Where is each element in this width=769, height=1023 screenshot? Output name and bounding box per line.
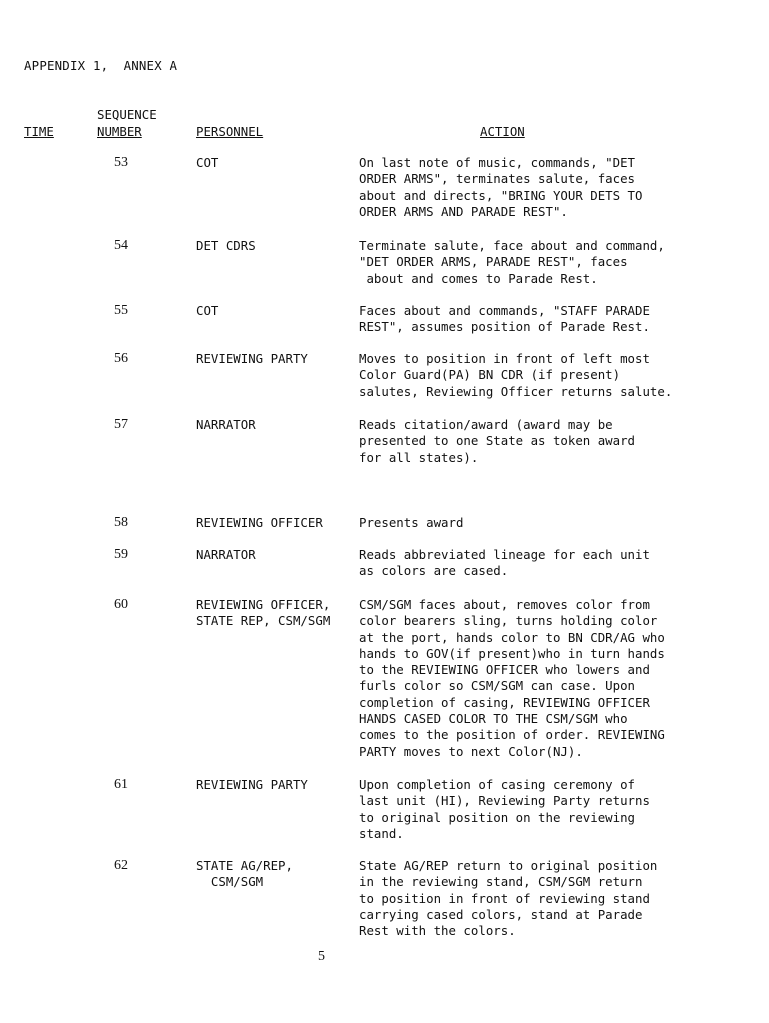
action-line: to position in front of reviewing stand bbox=[359, 890, 650, 906]
personnel-cell bbox=[196, 858, 293, 891]
personnel-cell bbox=[196, 597, 330, 630]
action-line: Reads citation/award (award may be bbox=[359, 417, 613, 432]
sequence-number: 56 bbox=[114, 351, 128, 366]
action-line: carrying cased colors, stand at Parade bbox=[359, 906, 643, 922]
action-line: State AG/REP return to original position bbox=[359, 858, 658, 873]
action-line: On last note of music, commands, "DET bbox=[359, 155, 636, 170]
action-line: about and comes to Parade Rest. bbox=[359, 270, 598, 286]
action-line: salutes, Reviewing Officer returns salute. bbox=[359, 383, 673, 399]
personnel-line: DET CDRS bbox=[196, 238, 256, 253]
personnel-cell bbox=[196, 303, 218, 319]
time-column-header: TIME bbox=[24, 124, 54, 139]
action-line: Faces about and commands, "STAFF PARADE bbox=[359, 303, 650, 318]
personnel-cell bbox=[196, 547, 256, 563]
action-line: completion of casing, REVIEWING OFFICER bbox=[359, 694, 650, 710]
action-line: comes to the position of order. REVIEWING bbox=[359, 727, 665, 743]
sequence-number: 55 bbox=[114, 303, 128, 318]
action-line: to original position on the reviewing bbox=[359, 809, 636, 825]
action-line: Moves to position in front of left most bbox=[359, 351, 650, 366]
sequence-number: 53 bbox=[114, 155, 128, 170]
action-line: in the reviewing stand, CSM/SGM return bbox=[359, 874, 643, 890]
action-line: furls color so CSM/SGM can case. Upon bbox=[359, 678, 636, 694]
personnel-line: STATE REP, CSM/SGM bbox=[196, 613, 331, 629]
action-line: last unit (HI), Reviewing Party returns bbox=[359, 793, 650, 809]
personnel-line: REVIEWING OFFICER bbox=[196, 515, 323, 530]
sequence-header-top: SEQUENCE bbox=[97, 107, 157, 122]
action-cell bbox=[359, 351, 759, 400]
action-line: Presents award bbox=[359, 515, 464, 530]
appendix-title: APPENDIX 1, ANNEX A bbox=[24, 58, 178, 73]
action-column-header: ACTION bbox=[480, 124, 525, 139]
action-line: as colors are cased. bbox=[359, 563, 509, 579]
personnel-cell bbox=[196, 515, 323, 531]
action-cell bbox=[359, 155, 759, 220]
action-cell bbox=[359, 515, 759, 531]
action-line: for all states). bbox=[359, 449, 479, 465]
action-line: PARTY moves to next Color(NJ). bbox=[359, 743, 583, 759]
personnel-line: COT bbox=[196, 155, 219, 170]
action-line: Reads abbreviated lineage for each unit bbox=[359, 547, 650, 562]
personnel-line: STATE AG/REP, bbox=[196, 858, 293, 873]
action-line: presented to one State as token award bbox=[359, 433, 636, 449]
action-line: stand. bbox=[359, 825, 404, 841]
page-number: 5 bbox=[318, 949, 325, 964]
action-line: Terminate salute, face about and command, bbox=[359, 238, 665, 253]
personnel-line: NARRATOR bbox=[196, 417, 256, 432]
action-line: color bearers sling, turns holding color bbox=[359, 613, 658, 629]
action-line: Color Guard(PA) BN CDR (if present) bbox=[359, 367, 621, 383]
personnel-line: REVIEWING PARTY bbox=[196, 777, 308, 792]
action-line: Upon completion of casing ceremony of bbox=[359, 777, 636, 792]
sequence-number: 60 bbox=[114, 597, 128, 612]
action-cell bbox=[359, 417, 759, 466]
personnel-line: NARRATOR bbox=[196, 547, 256, 562]
personnel-cell bbox=[196, 238, 256, 254]
action-line: hands to GOV(if present)who in turn hands bbox=[359, 645, 665, 661]
action-cell bbox=[359, 858, 759, 939]
personnel-line: REVIEWING OFFICER, bbox=[196, 597, 331, 612]
personnel-cell bbox=[196, 155, 218, 171]
personnel-column-header: PERSONNEL bbox=[196, 124, 264, 139]
sequence-number: 58 bbox=[114, 515, 128, 530]
action-line: ORDER ARMS AND PARADE REST". bbox=[359, 203, 568, 219]
personnel-line: COT bbox=[196, 303, 219, 318]
sequence-number: 62 bbox=[114, 858, 128, 873]
action-line: REST", assumes position of Parade Rest. bbox=[359, 319, 650, 335]
sequence-number-column-header: NUMBER bbox=[97, 124, 142, 139]
action-line: HANDS CASED COLOR TO THE CSM/SGM who bbox=[359, 711, 628, 727]
sequence-number: 57 bbox=[114, 417, 128, 432]
action-line: to the REVIEWING OFFICER who lowers and bbox=[359, 662, 650, 678]
sequence-number: 54 bbox=[114, 238, 128, 253]
action-cell bbox=[359, 303, 759, 336]
personnel-line: REVIEWING PARTY bbox=[196, 351, 308, 366]
action-line: ORDER ARMS", terminates salute, faces bbox=[359, 171, 636, 187]
personnel-line: CSM/SGM bbox=[196, 874, 264, 890]
action-line: "DET ORDER ARMS, PARADE REST", faces bbox=[359, 254, 628, 270]
action-cell bbox=[359, 597, 759, 760]
action-cell bbox=[359, 238, 759, 287]
action-line: about and directs, "BRING YOUR DETS TO bbox=[359, 187, 643, 203]
action-cell bbox=[359, 777, 759, 842]
action-line: at the port, hands color to BN CDR/AG who bbox=[359, 629, 665, 645]
personnel-cell bbox=[196, 351, 308, 367]
sequence-number: 59 bbox=[114, 547, 128, 562]
personnel-cell bbox=[196, 777, 308, 793]
personnel-cell bbox=[196, 417, 256, 433]
action-line: CSM/SGM faces about, removes color from bbox=[359, 597, 650, 612]
action-cell bbox=[359, 547, 759, 580]
sequence-number: 61 bbox=[114, 777, 128, 792]
action-line: Rest with the colors. bbox=[359, 923, 516, 939]
